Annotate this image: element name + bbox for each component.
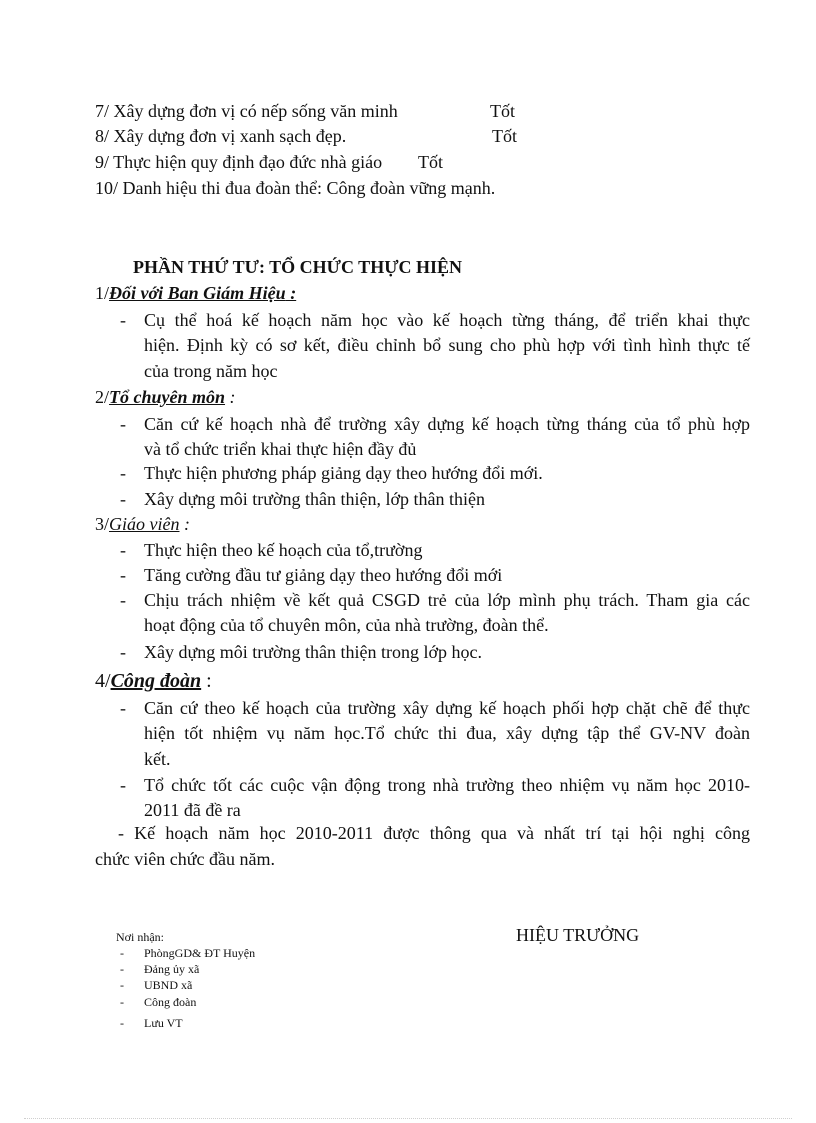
- recipient-4: Công đoàn: [144, 995, 197, 1009]
- bullet-dash: -: [120, 565, 126, 585]
- recipient-2: Đảng ủy xã: [144, 962, 200, 976]
- section-3-heading: [95, 513, 190, 535]
- s4-item1-line2: hiện tốt nhiệm vụ năm học.Tổ chức thi đua, xây dựng tập thể GV-NV đoàn: [144, 723, 750, 743]
- s2-item1-line1: Căn cứ kế hoạch nhà để trường xây dựng kế hoạch từng tháng của tổ phù hợp: [144, 414, 750, 434]
- section-3-title: Giáo viên: [109, 514, 180, 534]
- section-1-suffix: :: [285, 283, 297, 303]
- s4-item1-line3: kết.: [144, 749, 171, 769]
- section-4-heading: [95, 669, 212, 693]
- criterion-9-rating: Tốt: [418, 152, 443, 172]
- recipients-label: Nơi nhận:: [116, 930, 165, 944]
- section-2-suffix: :: [225, 387, 236, 407]
- criterion-9: 9/ Thực hiện quy định đạo đức nhà giáo: [95, 152, 383, 172]
- bullet-dash: -: [120, 590, 126, 610]
- bullet-dash: -: [120, 489, 126, 509]
- section-2-heading: [95, 386, 236, 408]
- recipient-dash: -: [120, 962, 124, 976]
- s3-item1: Thực hiện theo kế hoạch của tổ,trường: [144, 540, 423, 560]
- recipient-dash: -: [120, 978, 124, 992]
- closing-line1: - Kế hoạch năm học 2010-2011 được thông qua và nhất trí tại hội nghị công: [118, 823, 750, 843]
- page-bottom-rule: [24, 1118, 792, 1119]
- signer-title: HIỆU TRƯỞNG: [516, 925, 640, 945]
- recipient-5: Lưu VT: [144, 1016, 183, 1030]
- bullet-dash: -: [120, 414, 126, 434]
- bullet-dash: -: [120, 463, 126, 483]
- bullet-dash: -: [120, 310, 126, 330]
- section-3-suffix: :: [179, 514, 190, 534]
- bullet-dash: -: [120, 540, 126, 560]
- section-1-heading: [95, 282, 296, 304]
- s3-item3-line1: Chịu trách nhiệm về kết quả CSGD trẻ của lớp mình phụ trách. Tham gia các: [144, 590, 750, 610]
- s3-item3-line2: hoạt động của tổ chuyên môn, của nhà trường, đoàn thể.: [144, 615, 549, 635]
- section-4-suffix: :: [201, 670, 212, 692]
- criterion-8-rating: Tốt: [492, 126, 517, 146]
- s3-item4: Xây dựng môi trường thân thiện trong lớp học.: [144, 642, 483, 662]
- recipient-dash: -: [120, 946, 124, 960]
- s4-item1-line1: Căn cứ theo kế hoạch của trường xây dựng kế hoạch phối hợp chặt chẽ để thực: [144, 698, 750, 718]
- recipient-dash: -: [120, 995, 124, 1009]
- criterion-10: 10/ Danh hiệu thi đua đoàn thể: Công đoàn vững mạnh.: [95, 178, 496, 198]
- s3-item2: Tăng cường đầu tư giảng dạy theo hướng đổi mới: [144, 565, 503, 585]
- s2-item3: Xây dựng môi trường thân thiện, lớp thân thiện: [144, 489, 485, 509]
- recipient-1: PhòngGD& ĐT Huyện: [144, 946, 256, 960]
- section-2-title: Tổ chuyên môn: [109, 387, 226, 407]
- criterion-8: 8/ Xây dựng đơn vị xanh sạch đẹp.: [95, 126, 347, 146]
- closing-line2: chức viên chức đầu năm.: [95, 849, 275, 869]
- s1-item1-line1: Cụ thể hoá kế hoạch năm học vào kế hoạch từng tháng, để triển khai thực: [144, 310, 750, 330]
- bullet-dash: -: [120, 698, 126, 718]
- criterion-7: 7/ Xây dựng đơn vị có nếp sống văn minh: [95, 101, 398, 121]
- section-2-number: 2/: [95, 387, 110, 407]
- s1-item1-line2: hiện. Định kỳ có sơ kết, điều chỉnh bổ sung cho phù hợp với tình hình thực tế: [144, 335, 750, 355]
- s1-item1-line3: của trong năm học: [144, 361, 278, 381]
- recipient-3: UBND xã: [144, 978, 193, 992]
- s2-item1-line2: và tổ chức triển khai thực hiện đầy đủ: [144, 439, 417, 459]
- section-1-title: Đối với Ban Giám Hiệu: [109, 283, 286, 303]
- bullet-dash: -: [120, 642, 126, 662]
- s4-item2-line2: 2011 đã đề ra: [144, 800, 241, 820]
- section-4-number: 4/: [95, 670, 111, 692]
- bullet-dash: -: [120, 775, 126, 795]
- section-3-number: 3/: [95, 514, 110, 534]
- s2-item2: Thực hiện phương pháp giảng dạy theo hướng đổi mới.: [144, 463, 543, 483]
- s4-item2-line1: Tổ chức tốt các cuộc vận động trong nhà trường theo nhiệm vụ năm học 2010-: [144, 775, 750, 795]
- section-4-title: Công đoàn: [110, 670, 202, 692]
- part-four-title: PHẦN THỨ TƯ: TỔ CHỨC THỰC HIỆN: [133, 257, 463, 277]
- section-1-number: 1/: [95, 283, 110, 303]
- criterion-7-rating: Tốt: [490, 101, 515, 121]
- recipient-dash: -: [120, 1016, 124, 1030]
